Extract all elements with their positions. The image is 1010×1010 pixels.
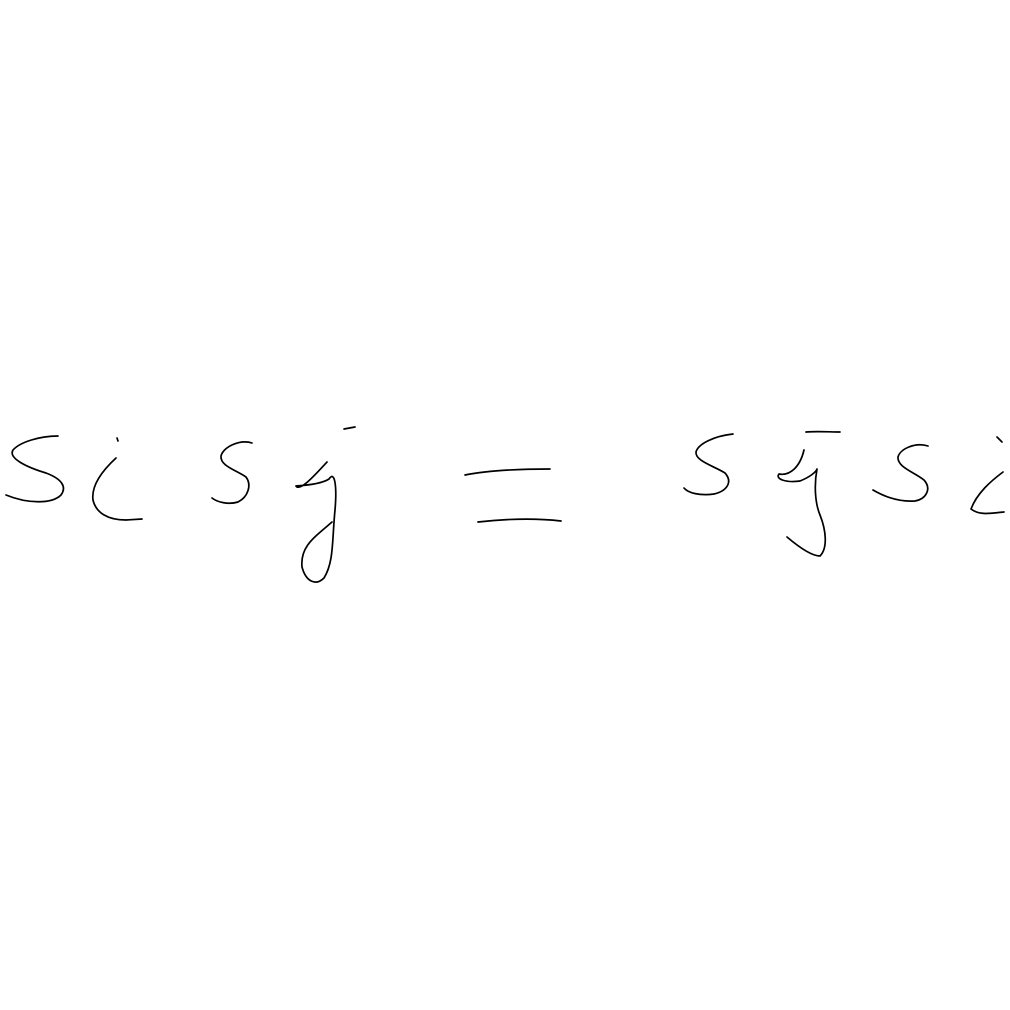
glyph-i-rhs-2	[971, 472, 1004, 514]
glyph-i-lhs-1	[93, 458, 142, 520]
glyph-s-rhs-2	[873, 445, 928, 501]
glyph-i-dot-rhs-2	[997, 437, 1002, 442]
equals-bar-top	[465, 469, 550, 475]
glyph-s-lhs-1	[6, 436, 63, 502]
glyph-j-dot-lhs-2	[344, 427, 355, 429]
glyph-j-rhs-1	[778, 450, 825, 556]
glyph-s-rhs-1	[684, 434, 733, 495]
glyph-s-lhs-2	[212, 442, 252, 503]
glyph-i-dot-lhs-1	[117, 438, 118, 441]
ink-layer	[6, 427, 1004, 582]
equals-bar-bottom	[478, 519, 561, 522]
glyph-j-lhs-2	[296, 462, 336, 582]
